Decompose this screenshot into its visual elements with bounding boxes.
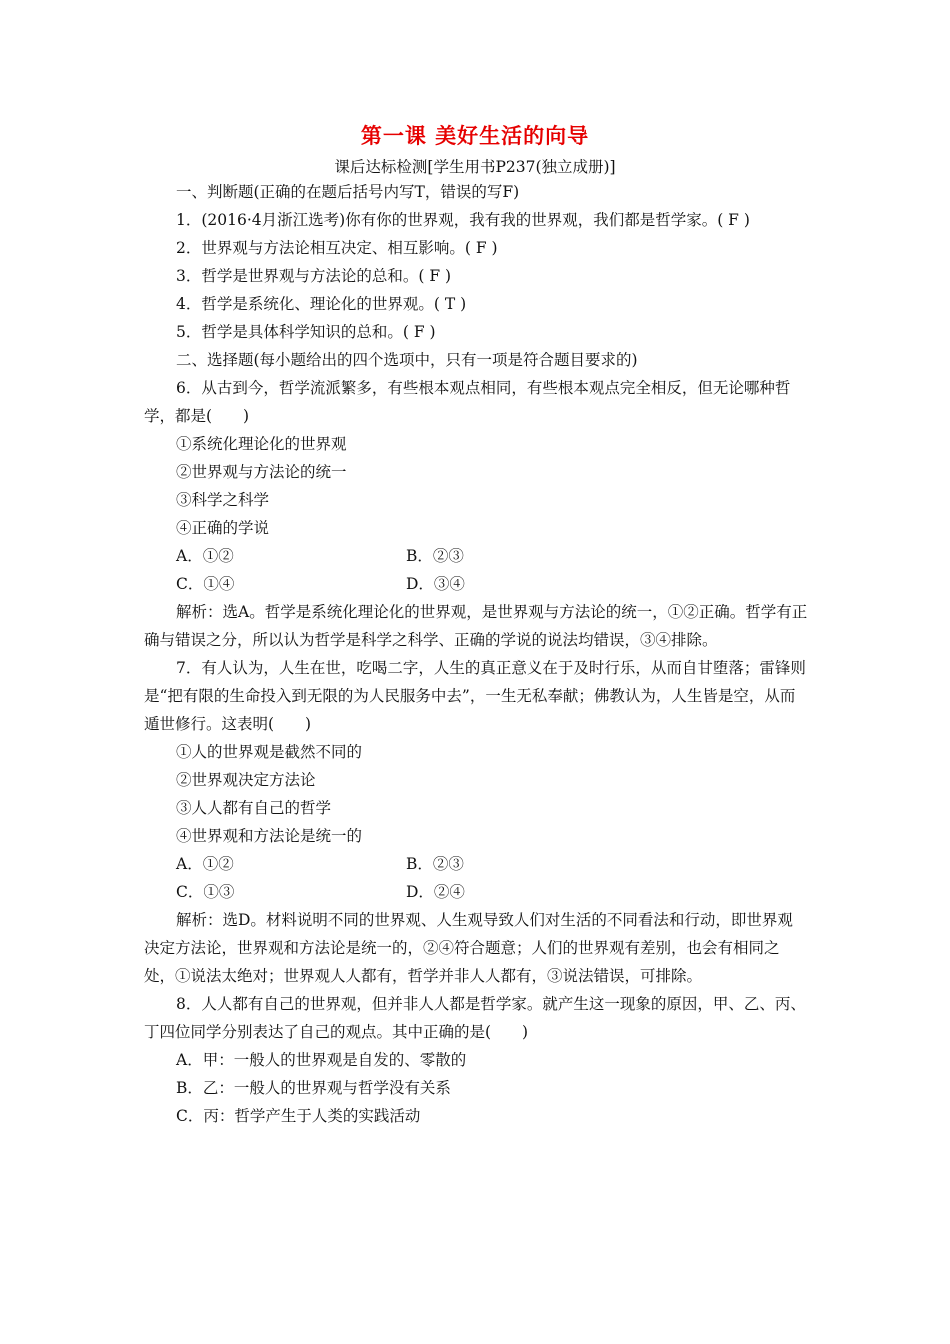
q7-option-b: B．②③ bbox=[406, 855, 464, 873]
q7-choice-3: ③人人都有自己的哲学 bbox=[176, 799, 332, 817]
q6-option-d: D．③④ bbox=[406, 575, 465, 593]
q6-choice-2: ②世界观与方法论的统一 bbox=[176, 463, 347, 481]
q6-choice-4: ④正确的学说 bbox=[176, 519, 270, 537]
q7-choice-2: ②世界观决定方法论 bbox=[176, 771, 316, 789]
q7-analysis: 解析：选D。材料说明不同的世界观、人生观导致人们对生活的不同看法和行动，即世界观决定方法论，世界观和方法论是统一的，②④符合题意；人们的世界观有差别，也会有相同之处，①说法太绝对；世界观人人都有，哲学并非人人都有，③说法错误，可排除。 bbox=[144, 911, 793, 985]
page-subtitle: 课后达标检测[学生用书P237(独立成册)] bbox=[334, 158, 616, 176]
document-body bbox=[144, 178, 808, 1130]
section2-heading: 二、选择题(每小题给出的四个选项中，只有一项是符合题目要求的) bbox=[176, 351, 638, 369]
q7-stem: 7．有人认为，人生在世，吃喝二字，人生的真正意义在于及时行乐，从而自甘堕落；雷锋则是“把有限的生命投入到无限的为人民服务中去”，一生无私奉献；佛教认为，人生皆是空，从而遁世修行。这表明( ) bbox=[144, 659, 806, 733]
q8-option-c: C．丙：哲学产生于人类的实践活动 bbox=[176, 1107, 421, 1125]
q6-options-row-1 bbox=[144, 542, 808, 570]
q6-stem: 6．从古到今，哲学流派繁多，有些根本观点相同，有些根本观点完全相反，但无论哪种哲学，都是( ) bbox=[144, 379, 791, 425]
q8-option-b: B．乙：一般人的世界观与哲学没有关系 bbox=[176, 1079, 451, 1097]
tf-item-5: 5．哲学是具体科学知识的总和。( F ) bbox=[176, 323, 436, 341]
tf-item-1: 1．(2016·4月浙江选考)你有你的世界观，我有我的世界观，我们都是哲学家。( F ) bbox=[176, 211, 750, 229]
section1-heading: 一、判断题(正确的在题后括号内写T，错误的写F) bbox=[176, 183, 520, 201]
q8-stem: 8．人人都有自己的世界观，但并非人人都是哲学家。就产生这一现象的原因，甲、乙、丙、丁四位同学分别表达了自己的观点。其中正确的是( ) bbox=[144, 995, 806, 1041]
q6-option-b: B．②③ bbox=[406, 547, 464, 565]
tf-item-4: 4．哲学是系统化、理论化的世界观。( T ) bbox=[176, 295, 467, 313]
q6-choice-1: ①系统化理论化的世界观 bbox=[176, 435, 347, 453]
page-title: 第一课 美好生活的向导 bbox=[360, 124, 590, 148]
q6-choice-3: ③科学之科学 bbox=[176, 491, 270, 509]
q6-options-row-2 bbox=[144, 570, 808, 598]
q7-option-a: A．①② bbox=[176, 855, 234, 873]
q7-options-row-2 bbox=[144, 878, 808, 906]
q8-option-a: A．甲：一般人的世界观是自发的、零散的 bbox=[176, 1051, 467, 1069]
q6-option-a: A．①② bbox=[176, 547, 234, 565]
tf-item-2: 2．世界观与方法论相互决定、相互影响。( F ) bbox=[176, 239, 498, 257]
q6-option-c: C．①④ bbox=[176, 575, 235, 593]
q7-choice-1: ①人的世界观是截然不同的 bbox=[176, 743, 363, 761]
q7-option-c: C．①③ bbox=[176, 883, 235, 901]
q7-option-d: D．②④ bbox=[406, 883, 465, 901]
q7-options-row-1 bbox=[144, 850, 808, 878]
q7-choice-4: ④世界观和方法论是统一的 bbox=[176, 827, 363, 845]
tf-item-3: 3．哲学是世界观与方法论的总和。( F ) bbox=[176, 267, 452, 285]
q6-analysis: 解析：选A。哲学是系统化理论化的世界观，是世界观与方法论的统一，①②正确。哲学有正确与错误之分，所以认为哲学是科学之科学、正确的学说的说法均错误，③④排除。 bbox=[144, 603, 808, 649]
